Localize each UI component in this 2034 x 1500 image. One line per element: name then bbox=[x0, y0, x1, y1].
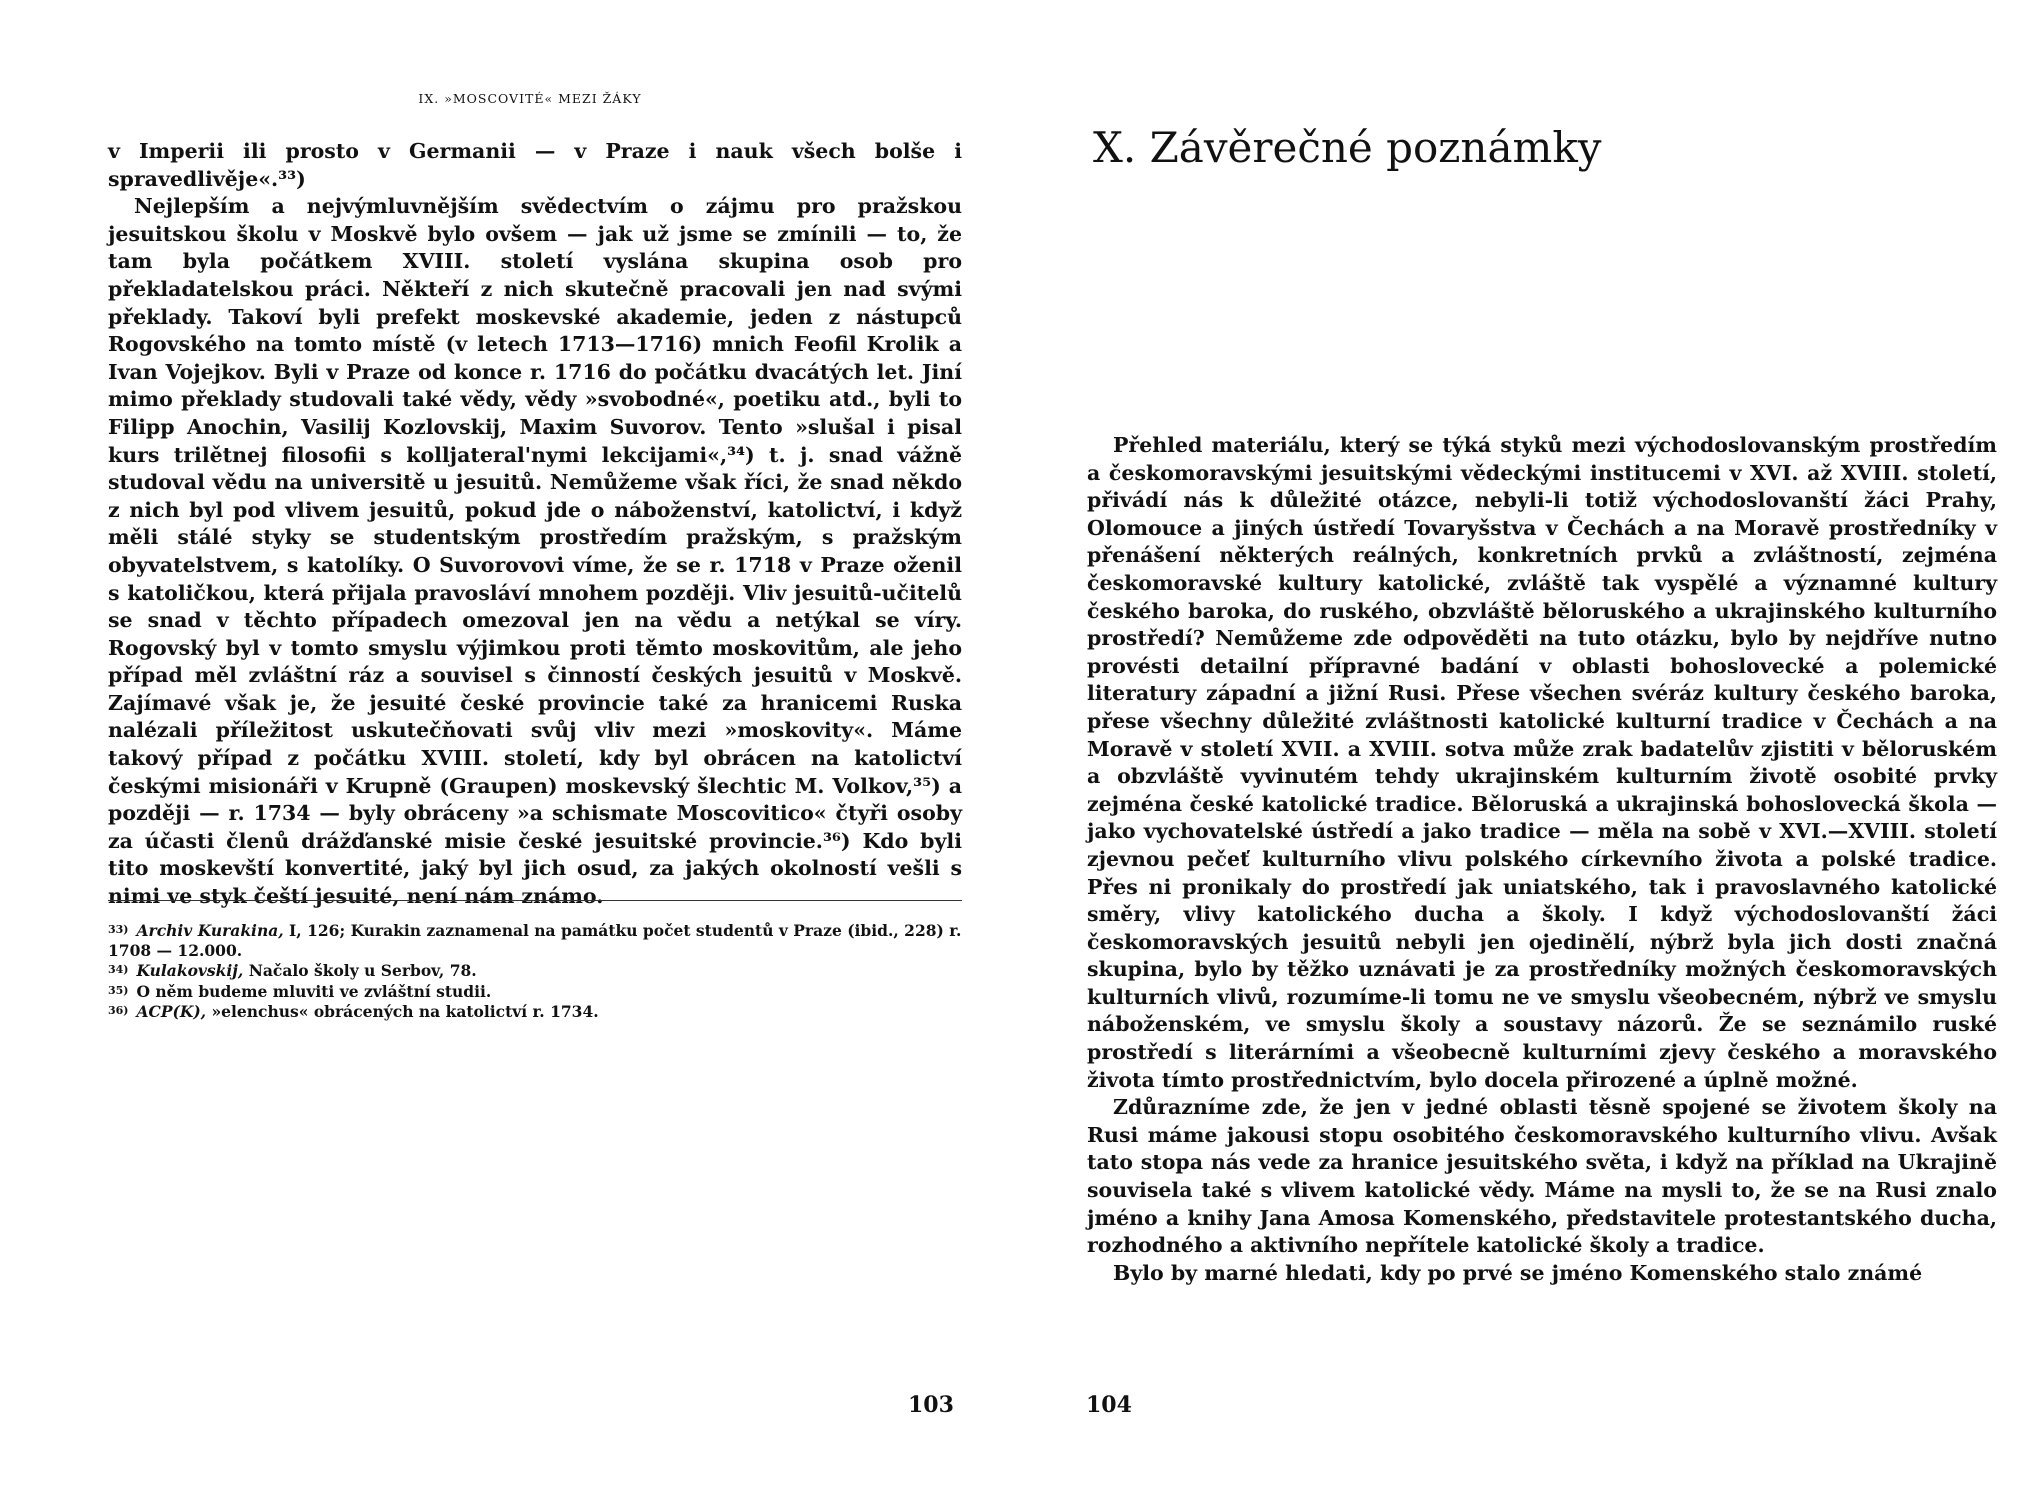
footnote-source: Archiv Kurakina, bbox=[136, 921, 284, 940]
footnote-source: ACP(K), bbox=[136, 1002, 207, 1021]
chapter-title: X. Závěrečné poznámky bbox=[1093, 123, 1602, 172]
footnote-text: »elenchus« obrácených na katolictví r. 1734. bbox=[206, 1002, 599, 1021]
footnote-text: Načalo školy u Serbov, 78. bbox=[243, 961, 477, 980]
paragraph: Zdůrazníme zde, že jen v jedné oblasti těsně spojené se životem školy na Rusi máme jakousi stopu osobitého českomoravského kulturního vlivu. Avšak tato stopa nás vede za hranice jesuitského světa, i když na příklad na Ukrajině souvisela také s vlivem katolické vědy. Máme na mysli to, že se na Rusi znalo jméno a knihy Jana Amosa Komenského, představitele protestantského ducha, rozhodného a aktivního nepřítele katolické školy a tradice. bbox=[1087, 1095, 1997, 1258]
left-body-text bbox=[108, 138, 962, 911]
footnote-ref: 34) bbox=[108, 963, 129, 976]
footnote bbox=[108, 981, 962, 1002]
footnote bbox=[108, 920, 962, 960]
right-body-text bbox=[1087, 432, 1997, 1287]
footnote-text: I, 126; Kurakin zaznamenal na památku počet studentů v Praze (ibid., 228) r. 1708 — 12.000. bbox=[108, 921, 962, 960]
footnote-ref: 35) bbox=[108, 983, 129, 997]
right-page bbox=[1017, 0, 2034, 1500]
paragraph: Přehled materiálu, který se týká styků mezi východoslovanským prostředím a českomoravskými jesuitskými vědeckými institucemi v XVI. až XVIII. století, přivádí nás k důležité otázce, nebyli-li totiž východoslovanští žáci Prahy, Olomouce a jiných ústředí Tovaryšstva v Čechách a na Moravě prostředníky v přenášení některých reálných, konkretních prvků a zvláštností, zejména českomoravské kultury katolické, zvláště tak vyspělé a významné kultury českého baroka, do ruského, obzvláště běloruského a ukrajinského kulturního prostředí? Nemůžeme zde odpověděti na tuto otázku, bylo by nejdříve nutno provésti detailní přípravné badání v oblasti bohoslovecké a polemické literatury západní a jižní Rusi. Přese všechen svéráz kultury českého baroka, přese všechny důležité zvláštnosti katolické kulturní tradice v Čechách a na Moravě v století XVII. a XVIII. sotva může zrak badatelův zjistiti v běloruském a obzvláště vyvinutém tehdy ukrajinském kulturním životě osobité prvky zejména české katolické tradice. Běloruská a ukrajinská bohoslovecká škola — jako vychovatelské ústředí a jako tradice — měla na sobě v XVI.—XVIII. století zjevnou pečeť kulturního vlivu polského církevního života a polské tradice. Přes ni pronikaly do prostředí jak uniatského, tak i pravoslavného katolické směry, vlivy katolického ducha a školy. I když východoslovanští žáci českomoravských jesuitů nebyli jen ojedinělí, nýbrž byla jich dosti značná skupina, bylo by těžko uznávati je za prostředníky možných českomoravských kulturních vlivů, rozumíme-li tomu ne ve smyslu všeobecném, nýbrž ve smyslu náboženském, ve smyslu školy a soustavy názorů. Že se seznámilo ruské prostředí s literárními a všeobecně kulturními zjevy českého a moravského života tímto prostřednictvím, bylo docela přirozené a úplně možné. bbox=[1087, 433, 1997, 1092]
footnote bbox=[108, 960, 962, 981]
footnote bbox=[108, 1001, 962, 1022]
paragraph: Bylo by marné hledati, kdy po prvé se jméno Komenského stalo známé bbox=[1113, 1260, 1923, 1285]
footnote-ref: 36) bbox=[108, 1004, 129, 1017]
running-head: IX. »MOSCOVITÉ« MEZI ŽÁKY bbox=[418, 91, 642, 106]
footnote-divider bbox=[108, 900, 962, 901]
page-number: 104 bbox=[1086, 1392, 1132, 1418]
footnotes bbox=[108, 920, 962, 1022]
paragraph: v Imperii ili prosto v Germanii — v Praze i nauk všech bolše i spravedlivěje«.³³) bbox=[108, 139, 962, 191]
page-number: 103 bbox=[908, 1392, 954, 1418]
paragraph: Nejlepším a nejvýmluvnějším svědectvím o zájmu pro pražskou jesuitskou školu v Moskvě bylo ovšem — jak už jsme se zmínili — to, že tam byla počátkem XVIII. století vyslána skupina osob pro překladatelskou práci. Někteří z nich skutečně pracovali jen nad svými překlady. Takoví byli prefekt moskevské akademie, jeden z nástupců Rogovského na tomto místě (v letech 1713—1716) mnich Feofil Krolik a Ivan Vojejkov. Byli v Praze od konce r. 1716 do počátku dvacátých let. Jiní mimo překlady studovali také vědy, vědy »svobodné«, poetiku atd., byli to Filipp Anochin, Vasilij Kozlovskij, Maxim Suvorov. Tento »slušal i pisal kurs trilětnej filosofii s kolljateral'nymi lekcijami«,³⁴) t. j. snad vážně studoval vědu na universitě u jesuitů. Nemůžeme však říci, že snad někdo z nich byl pod vlivem jesuitů, pokud jde o náboženství, katolictví, i když měli stálé styky se studentským prostředím pražským, s pražským obyvatelstvem, s katolíky. O Suvorovovi víme, že se r. 1718 v Praze oženil s katoličkou, která přijala pravosláví mnohem později. Vliv jesuitů-učitelů se snad v těchto případech omezoval jen na vědu a netýkal se víry. Rogovský byl v tomto smyslu výjimkou proti těmto moskovitům, ale jeho případ měl zvláštní ráz a souvisel s činností českých jesuitů v Moskvě. Zajímavé však je, že jesuité české provincie také za hranicemi Ruska nalézali příležitost uskutečňovati svůj vliv mezi »moskovity«. Máme takový případ z počátku XVIII. století, kdy byl obrácen na katolictví českými misionáři v Krupně (Graupen) moskevský šlechtic M. Volkov,³⁵) a později — r. 1734 — byly obráceny »a schismate Moscovitico« čtyři osoby za účasti členů drážďanské misie české jesuitské provincie.³⁶) Kdo byli tito moskevští konvertité, jaký byl jich osud, za jakých okolností vešli s nimi ve styk čeští jesuité, není nám známo. bbox=[108, 194, 962, 909]
footnote-source: Kulakovskij, bbox=[136, 961, 244, 980]
footnote-ref: 33) bbox=[108, 923, 129, 936]
footnote-text: O něm budeme mluviti ve zvláštní studii. bbox=[136, 981, 492, 1001]
